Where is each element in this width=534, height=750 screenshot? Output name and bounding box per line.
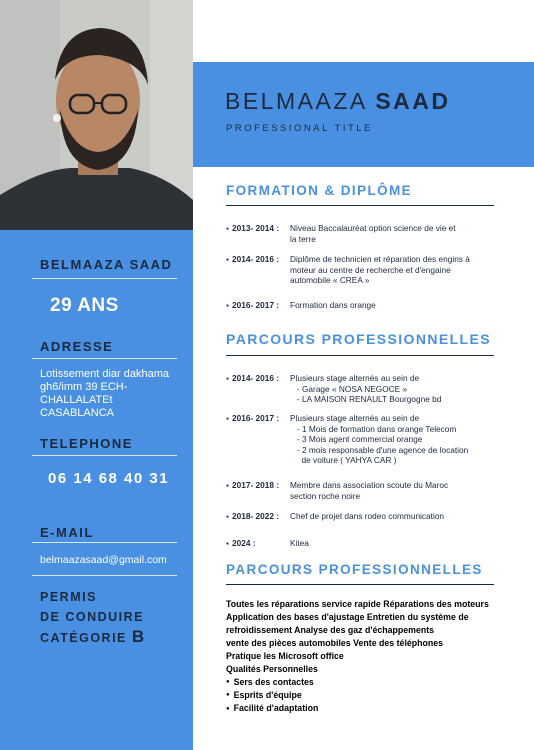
email-heading: E-MAIL	[40, 525, 94, 540]
entry-line: Formation dans orange	[290, 300, 376, 310]
skills-line: refroidissement Analyse des gaz d'échappements	[226, 625, 435, 635]
license-line: DE CONDUIRE	[40, 610, 145, 624]
license-label: CATÉGORIE	[40, 631, 127, 645]
skills-line: Toutes les réparations service rapide Réparations des moteurs	[226, 599, 489, 609]
section-rule	[226, 205, 494, 206]
entry-description	[290, 223, 500, 244]
entry-line: Diplôme de technicien et réparation des engins à	[290, 254, 470, 264]
entry-line: Membre dans association scoute du Maroc	[290, 480, 449, 490]
entry-line: Plusieurs stage alternés au sein de	[290, 373, 420, 383]
entry-line: - 3 Mois agent commercial orange	[290, 434, 423, 444]
address-line: CASABLANCA	[40, 407, 114, 419]
entry-description	[290, 413, 500, 466]
last-name: SAAD	[375, 88, 451, 114]
entry-line: moteur au centre de recherche et d'engaine	[290, 264, 451, 275]
entry-line: - 1 Mois de formation dans orange Telecom	[290, 423, 457, 434]
divider	[32, 358, 177, 359]
license-category: B	[131, 627, 146, 646]
entry-line: - LA MAISON RENAULT Bourgogne bd	[290, 394, 442, 404]
entry-description	[290, 480, 500, 501]
entry-line: section roche noire	[290, 490, 361, 501]
address-line: gh6/imm 39 ECH-	[40, 381, 128, 393]
skills-line: Qualités Personnelles	[226, 664, 318, 674]
entry-line: - Garage « NOSA NEGOCE »	[290, 383, 408, 394]
divider	[32, 278, 177, 279]
profile-photo	[0, 0, 193, 230]
skills-line: Pratique les Microsoft office	[226, 651, 344, 661]
entry-date: ● 2018- 2022 :	[226, 511, 279, 522]
entry-line: de voiture ( YAHYA CAR )	[290, 455, 397, 465]
address-text	[40, 368, 190, 420]
parcours-heading: PARCOURS PROFESSIONNELLES	[226, 331, 491, 347]
entry-description	[290, 300, 500, 311]
entry-description	[290, 511, 500, 522]
quality-item: ● Esprits d'équipe	[226, 689, 516, 702]
entry-date: ● 2013- 2014 :	[226, 223, 279, 234]
skills-heading: PARCOURS PROFESSIONNELLES	[226, 562, 483, 577]
address-heading: ADRESSE	[40, 339, 114, 354]
entry-line: Chef de projet dans rodeo communication	[290, 511, 445, 521]
first-name: BELMAAZA	[225, 88, 367, 114]
age: 29 ANS	[50, 295, 119, 316]
entry-line: Kitea	[290, 538, 309, 548]
phone-number: 06 14 68 40 31	[48, 470, 170, 487]
header-name	[225, 88, 451, 115]
entry-line: Plusieurs stage alternés au sein de	[290, 413, 420, 423]
email-address: belmaazasaad@gmail.com	[40, 554, 167, 566]
skills-list	[226, 598, 516, 716]
entry-date: ● 2014- 2016 :	[226, 254, 279, 265]
entry-description	[290, 538, 500, 549]
entry-description	[290, 373, 500, 405]
entry-date: ● 2016- 2017 :	[226, 413, 279, 424]
skills-line: Application des bases d'ajustage Entretien du système de	[226, 612, 469, 622]
divider	[32, 455, 177, 456]
phone-heading: TELEPHONE	[40, 436, 133, 451]
professional-title: PROFESSIONAL TITLE	[226, 123, 373, 134]
entry-date: ● 2017- 2018 :	[226, 480, 279, 491]
address-line: CHALLALATEt	[40, 394, 113, 406]
quality-item: ● Sers des contactes	[226, 676, 516, 689]
entry-line: Niveau Baccalauréat option science de vie et	[290, 223, 456, 233]
divider	[32, 542, 177, 543]
divider	[32, 575, 177, 576]
driving-license	[40, 587, 233, 648]
entry-line: - 2 mois responsable d'une agence de location	[290, 444, 469, 455]
sidebar-name: BELMAAZA SAAD	[40, 257, 173, 272]
license-line	[40, 627, 233, 648]
entry-date: ● 2016- 2017 :	[226, 300, 279, 311]
section-rule	[226, 584, 494, 585]
license-line: PERMIS	[40, 590, 97, 604]
address-line: Lotissement diar dakhama	[40, 368, 170, 380]
entry-date: ● 2024 :	[226, 538, 256, 549]
section-rule	[226, 355, 494, 356]
entry-line: la terre	[290, 233, 316, 244]
quality-item: ● Facilité d'adaptation	[226, 702, 516, 715]
entry-description	[290, 254, 500, 286]
entry-date: ● 2014- 2016 :	[226, 373, 279, 384]
skills-line: vente des pièces automobiles Vente des téléphones	[226, 638, 444, 648]
formation-heading: FORMATION & DIPLÔME	[226, 183, 413, 198]
entry-line: automobile « CREA »	[290, 275, 370, 285]
